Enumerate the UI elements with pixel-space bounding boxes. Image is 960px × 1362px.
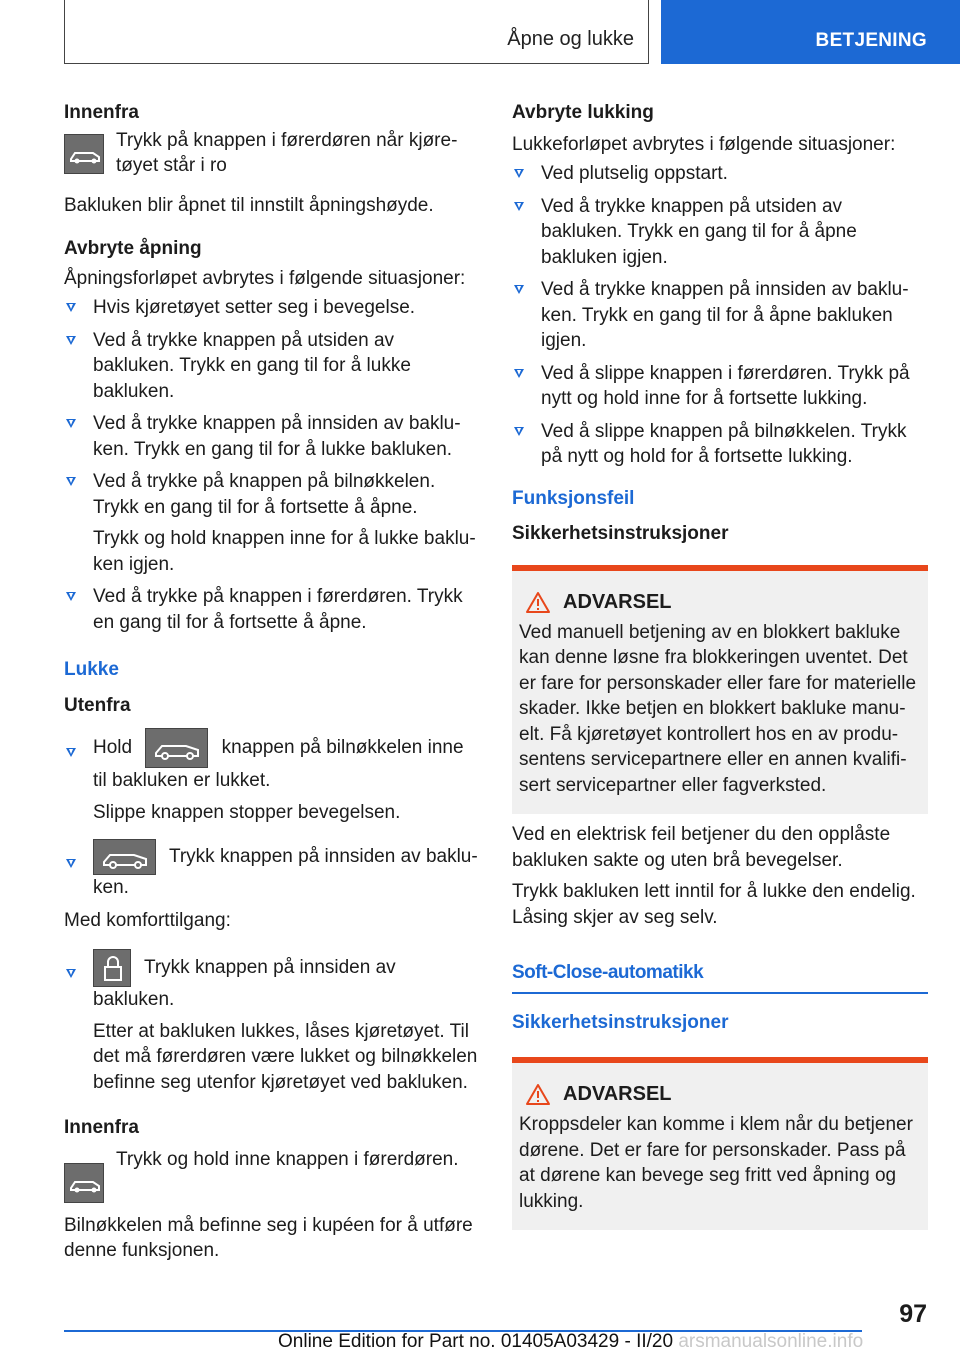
car-key-tailgate-icon [145, 728, 208, 768]
door-tailgate-button-icon [64, 134, 104, 174]
page-number: 97 [899, 1300, 927, 1328]
avbryte-lukking-list [512, 161, 928, 470]
innenfra-heading: Innenfra [64, 102, 139, 123]
list-item: Ved plutselig oppstart. [512, 161, 928, 187]
warning-title-row [525, 591, 921, 614]
triangle-bullet-icon [514, 285, 524, 294]
list-item: Ved å trykke knappen på innsiden av baklu- ken. Trykk en gang til for å åpne bakluken igjen. [512, 277, 928, 354]
list-item: Hold knappen på bilnøkkelen inne til bakluken er lukket. Slippe knappen stopper bevegelsen. [64, 728, 480, 825]
avbryte-apning-heading: Avbryte åpning [64, 238, 202, 259]
tailgate-close-button-icon [93, 839, 156, 875]
list-item: Trykk knappen på innsiden av bakluken. Etter at bakluken lukkes, låses kjøretøyet. Til det må førerdøren være lukket og bilnøkkelen befinne seg utenfor kjøretøyet ved bakluken. [64, 949, 480, 1095]
list-item: Trykk knappen på innsiden av baklu- ken. [64, 839, 480, 901]
avbryte-lukking-heading: Avbryte lukking [512, 102, 654, 123]
innenfra-close-heading: Innenfra [64, 1117, 139, 1138]
triangle-bullet-icon [514, 202, 524, 211]
list-item: Ved å trykke knappen på innsiden av baklu- ken. Trykk en gang til for å lukke bakluken. [64, 411, 480, 462]
watermark-text: arsmanualsonline.info [678, 1331, 864, 1352]
triangle-bullet-icon [514, 369, 524, 378]
innenfra-close-row [64, 1147, 480, 1199]
list-item: Ved å slippe knappen på bilnøkkelen. Trykk på nytt og hold for å fortsette lukking. [512, 419, 928, 470]
lock-button-icon [93, 949, 131, 987]
triangle-bullet-icon [66, 592, 76, 601]
warning-text: Ved manuell betjening av en blokkert bakluke kan denne løsne fra blokkeringen uventet. Det er fare for personskader eller fare for materielle skader. Ikke betjen en blokkert bakluke manu- elt. Få kjøretøyet kontrollert hos en av produ- sentens servicepartnere eller en annen kvalifi- sert servicepartner eller fagverksted. [519, 621, 917, 796]
triangle-bullet-icon [66, 859, 76, 868]
triangle-bullet-icon [66, 419, 76, 428]
triangle-bullet-icon [514, 169, 524, 178]
triangle-bullet-icon [66, 748, 76, 757]
innenfra-open-row [64, 128, 480, 179]
softclose-heading: Soft-Close-automatikk [512, 962, 704, 983]
lukke-heading: Lukke [64, 659, 119, 680]
avbryte-lukking-intro: Lukkeforløpet avbrytes i følgende situasjoner: [512, 133, 896, 155]
list-item: Hvis kjøretøyet setter seg i bevegelse. [64, 295, 480, 321]
feil-text-1: Ved en elektrisk feil betjener du den opplåste bakluken sakte og uten brå bevegelser. [512, 824, 891, 871]
feil-text-2: Trykk bakluken lett inntil for å lukke den endelig. Låsing skjer av seg selv. [512, 881, 916, 928]
triangle-bullet-icon [66, 477, 76, 486]
header-section-title: Åpne og lukke [507, 28, 634, 50]
avbryte-apning-intro: Åpningsforløpet avbrytes i følgende situasjoner: [64, 267, 466, 289]
funksjonsfeil-heading: Funksjonsfeil [512, 487, 635, 509]
list-item: Ved å slippe knappen i førerdøren. Trykk på nytt og hold inne for å fortsette lukking. [512, 361, 928, 412]
left-column [64, 100, 480, 1264]
sikkerhet-2-heading: Sikkerhetsinstruksjoner [512, 1011, 729, 1033]
avbryte-apning-list [64, 295, 480, 635]
innenfra-close-text: Trykk og hold inne knappen i førerdøren. [116, 1148, 459, 1170]
header-chapter-tab [661, 0, 960, 64]
triangle-bullet-icon [66, 969, 76, 978]
innenfra-open-text: Trykk på knappen i førerdøren når kjøre- tøyet står i ro [116, 129, 458, 176]
innenfra-close-after: Bilnøkkelen må befinne seg i kupéen for å utføre denne funksjonen. [64, 1214, 473, 1261]
door-tailgate-button-icon [64, 1163, 104, 1203]
header-section-box [64, 0, 649, 64]
warning-box [512, 1057, 928, 1230]
right-column [512, 100, 928, 1230]
warning-box [512, 565, 928, 815]
warning-title-row [525, 1083, 921, 1106]
list-item-extra: Trykk og hold knappen inne for å lukke baklu- ken igjen. [93, 528, 476, 575]
footer-edition-text: Online Edition for Part no. 01405A03429 - II/20 [278, 1331, 674, 1352]
utenfra-heading: Utenfra [64, 694, 131, 716]
list-item: Ved å trykke knappen på utsiden av bakluken. Trykk en gang til for å åpne bakluken igjen. [512, 194, 928, 271]
warning-triangle-icon [525, 1083, 551, 1106]
section-rule [512, 992, 928, 994]
list-item: Ved å trykke på knappen på bilnøkkelen. Trykk en gang til for å fortsette å åpne. Trykk og hold knappen inne for å lukke baklu- ken igjen. [64, 469, 480, 577]
triangle-bullet-icon [66, 303, 76, 312]
triangle-bullet-icon [514, 427, 524, 436]
innenfra-open-after: Bakluken blir åpnet til innstilt åpningshøyde. [64, 194, 434, 216]
list-item-extra: Etter at bakluken lukkes, låses kjøretøyet. Til det må førerdøren være lukket og bilnøkkelen befinne seg utenfor kjøretøyet ved bakluken. [93, 1020, 478, 1093]
warning-title: ADVARSEL [563, 590, 672, 613]
header-chapter-title: BETJENING [815, 30, 927, 51]
sikkerhet-heading: Sikkerhetsinstruksjoner [512, 523, 729, 544]
warning-text: Kroppsdeler kan komme i klem når du betjener dørene. Det er fare for personskader. Pass på at dørene kan bevege seg fritt ved åpning og lukking. [519, 1114, 913, 1212]
utenfra-list [64, 728, 480, 901]
warning-triangle-icon [525, 591, 551, 614]
komfort-list [64, 949, 480, 1095]
warning-title: ADVARSEL [563, 1083, 672, 1105]
komfort-intro: Med komforttilgang: [64, 909, 231, 931]
footer-edition [278, 1331, 863, 1353]
list-item: Ved å trykke knappen på utsiden av bakluken. Trykk en gang til for å lukke bakluken. [64, 328, 480, 405]
triangle-bullet-icon [66, 336, 76, 345]
list-item: Ved å trykke på knappen i førerdøren. Trykk en gang til for å fortsette å åpne. [64, 584, 480, 635]
list-item-extra: Slippe knappen stopper bevegelsen. [93, 801, 401, 823]
